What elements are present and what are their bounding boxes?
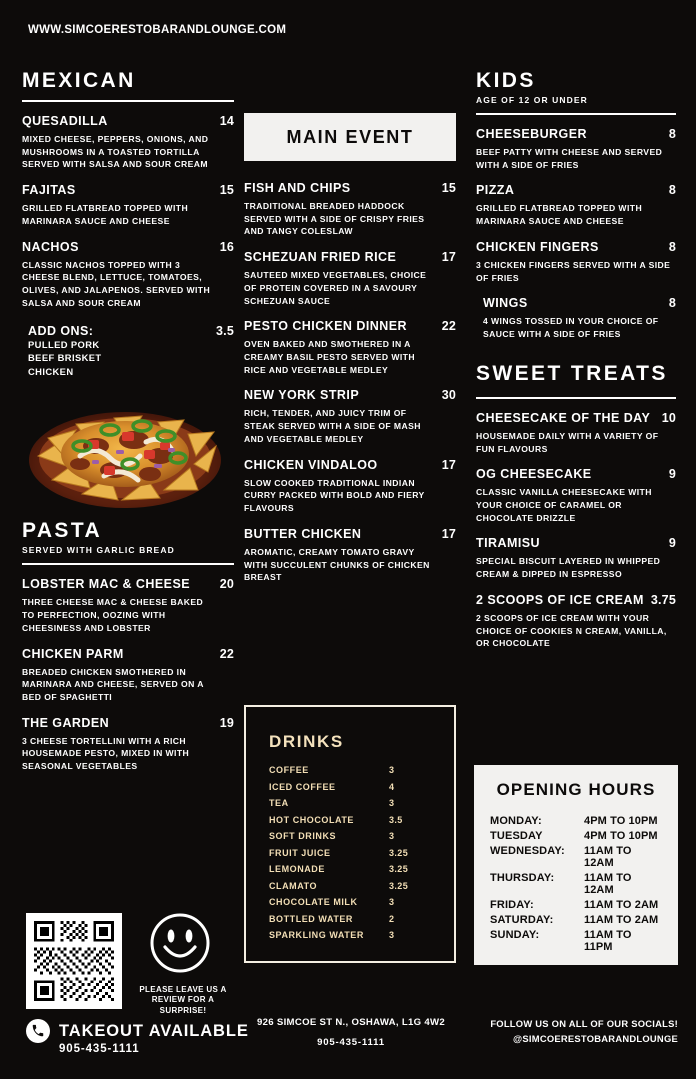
phone-icon — [26, 1019, 50, 1043]
hours-day: TUESDAY — [490, 829, 543, 842]
drink-price: 3 — [389, 930, 395, 940]
hours-row — [490, 872, 662, 896]
menu-item[interactable] — [244, 527, 456, 584]
item-price: 22 — [219, 646, 234, 661]
item-name: CHEESEBURGER — [476, 127, 587, 142]
drink-price: 3.25 — [389, 864, 409, 874]
addons-label: ADD ONS: — [28, 323, 94, 338]
opening-hours-box — [474, 765, 678, 965]
item-name: WINGS — [483, 296, 528, 311]
item-description: AROMATIC, CREAMY TOMATO GRAVY WITH SUCCULENT CHUNKS OF CHICKEN BREAST — [244, 546, 430, 583]
item-price: 30 — [441, 388, 456, 403]
takeout-available-label: TAKEOUT AVAILABLE — [59, 1021, 249, 1040]
drink-price: 3.25 — [389, 847, 409, 858]
address-line: 926 SIMCOE ST N., OSHAWA, L1G 4W2 — [257, 1017, 445, 1028]
item-price: 17 — [441, 526, 456, 541]
drinks-title: DRINKS — [269, 732, 344, 751]
item-price: 14 — [219, 114, 234, 129]
takeout-row — [26, 1019, 249, 1043]
item-description: GRILLED FLATBREAD TOPPED WITH MARINARA SAUCE AND CHEESE — [22, 203, 189, 226]
hours-time: 4PM TO 10PM — [584, 814, 658, 827]
drink-price: 2 — [389, 913, 395, 924]
item-price: 9 — [668, 536, 676, 551]
drink-name: LEMONADE — [269, 864, 325, 874]
drink-name: CHOCOLATE MILK — [269, 897, 358, 907]
hours-row — [490, 830, 662, 842]
opening-hours-title: OPENING HOURS — [496, 780, 656, 799]
drink-price: 3 — [389, 765, 395, 775]
section-mexican — [22, 70, 234, 378]
menu-item[interactable] — [22, 716, 234, 773]
item-name: FISH AND CHIPS — [244, 181, 351, 195]
addons-block — [22, 324, 234, 379]
item-description: RICH, TENDER, AND JUICY TRIM OF STEAK SERVED WITH A SIDE OF MASH AND VEGETABLE MEDLEY — [244, 408, 421, 444]
item-name: THE GARDEN — [22, 715, 110, 730]
item-price: 8 — [668, 183, 676, 198]
item-price: 9 — [668, 467, 676, 482]
item-description: SAUTEED MIXED VEGETABLES, CHOICE OF PROTEIN COVERED IN A SAVOURY SCHEZUAN SAUCE — [244, 270, 427, 306]
hours-row — [490, 929, 662, 953]
hours-time: 11AM TO 2AM — [584, 898, 659, 911]
address-phone[interactable]: 905-435-1111 — [317, 1037, 385, 1048]
item-price: 20 — [219, 577, 234, 592]
hours-time: 4PM TO 10PM — [584, 829, 658, 842]
divider-pasta — [22, 563, 234, 565]
drink-row[interactable] — [269, 765, 431, 775]
hours-row — [490, 899, 662, 911]
menu-item[interactable] — [476, 183, 676, 227]
middle-column — [244, 113, 456, 596]
hours-time: 11AM TO 12AM — [584, 844, 632, 869]
address-block — [238, 1017, 464, 1048]
main-event-title: MAIN EVENT — [286, 126, 414, 147]
item-name: TIRAMISU — [476, 536, 541, 551]
drink-row[interactable] — [269, 897, 431, 907]
item-name: CHICKEN FINGERS — [476, 239, 599, 254]
hours-row — [490, 914, 662, 926]
drink-name: FRUIT JUICE — [269, 847, 331, 858]
hours-day: THURSDAY: — [490, 871, 555, 884]
menu-item[interactable] — [476, 240, 676, 284]
item-name: BUTTER CHICKEN — [244, 526, 362, 541]
smiley-face-icon — [148, 911, 212, 980]
drinks-box — [244, 705, 456, 963]
drink-name: ICED COFFEE — [269, 781, 336, 792]
hours-row — [490, 845, 662, 869]
item-price: 17 — [441, 457, 456, 472]
section-title-kids: KIDS — [476, 69, 536, 92]
item-name: SCHEZUAN FRIED RICE — [244, 250, 397, 265]
section-title-pasta: PASTA — [22, 519, 103, 543]
menu-item[interactable] — [22, 240, 234, 310]
drink-price: 3.25 — [389, 880, 409, 891]
item-price: 15 — [441, 181, 456, 195]
item-name: QUESADILLA — [22, 114, 108, 129]
drink-row[interactable] — [269, 782, 431, 792]
menu-item[interactable] — [22, 577, 234, 634]
item-description: SPECIAL BISCUIT LAYERED IN WHIPPED CREAM & DIPPED IN ESPRESSO — [476, 556, 661, 580]
nachos-photo — [18, 384, 232, 512]
drink-name: HOT CHOCOLATE — [269, 814, 354, 825]
menu-item[interactable] — [244, 319, 456, 376]
section-kids — [476, 70, 676, 341]
drink-price: 3 — [389, 897, 395, 907]
item-description: 3 CHICKEN FINGERS SERVED WITH A SIDE OF FRIES — [476, 259, 671, 283]
left-column — [22, 70, 234, 785]
hours-day: SUNDAY: — [490, 928, 540, 941]
item-description: CLASSIC VANILLA CHEESECAKE WITH YOUR CHOICE OF CARAMEL OR CHOCOLATE DRIZZLE — [476, 487, 652, 523]
item-name: OG CHEESECAKE — [476, 467, 592, 482]
item-price: 8 — [668, 127, 676, 142]
item-description: OVEN BAKED AND SMOTHERED IN A CREAMY BASIL PESTO SERVED WITH RICE AND VEGETABLE MEDLEY — [244, 339, 415, 375]
section-sweet-treats — [476, 363, 676, 650]
hours-day: FRIDAY: — [490, 898, 534, 911]
drink-row[interactable] — [269, 914, 431, 924]
drink-price: 3.5 — [389, 814, 403, 825]
menu-item[interactable] — [476, 536, 676, 580]
item-description: 2 SCOOPS OF ICE CREAM WITH YOUR CHOICE OF COOKIES N CREAM, VANILLA, OR CHOCOLATE — [476, 612, 667, 649]
item-name: PESTO CHICKEN DINNER — [244, 319, 407, 334]
menu-item[interactable] — [244, 250, 456, 307]
divider-mexican — [22, 100, 234, 102]
social-prompt: FOLLOW US ON ALL OF OUR SOCIALS! — [490, 1018, 678, 1029]
item-price: 10 — [661, 410, 676, 425]
item-name: CHICKEN VINDALOO — [244, 457, 378, 472]
addons-price: 3.5 — [216, 323, 234, 338]
item-name: FAJITAS — [22, 183, 76, 198]
drink-row[interactable] — [269, 815, 431, 825]
hours-row — [490, 815, 662, 827]
drink-price: 3 — [389, 798, 395, 808]
section-pasta — [22, 520, 234, 773]
drink-price: 3 — [389, 831, 395, 841]
hours-day: SATURDAY: — [490, 913, 554, 926]
item-description: 4 WINGS TOSSED IN YOUR CHOICE OF SAUCE WITH A SIDE OF FRIES — [483, 316, 659, 340]
drink-name: TEA — [269, 798, 289, 808]
menu-item[interactable] — [476, 296, 676, 340]
review-prompt-text: PLEASE LEAVE US A REVIEW FOR A SURPRISE! — [139, 985, 227, 1015]
item-name: PIZZA — [476, 183, 515, 198]
hours-day: MONDAY: — [490, 814, 542, 827]
drink-name: SOFT DRINKS — [269, 831, 337, 841]
addon-option: BEEF BRISKET — [28, 352, 102, 364]
menu-item[interactable] — [476, 467, 676, 524]
item-price: 3.75 — [650, 592, 676, 607]
hours-time: 11AM TO 12AM — [584, 871, 632, 896]
drink-row[interactable] — [269, 930, 431, 940]
section-subtitle-kids: AGE OF 12 OR UNDER — [476, 95, 588, 106]
hours-time: 11AM TO 11PM — [584, 928, 632, 953]
hours-day: WEDNESDAY: — [490, 844, 565, 857]
divider-kids — [476, 113, 676, 115]
main-event-banner — [244, 113, 456, 161]
social-block — [466, 1017, 678, 1046]
item-name: CHICKEN PARM — [22, 646, 124, 661]
hours-time: 11AM TO 2AM — [584, 913, 659, 926]
addon-option: CHICKEN — [28, 365, 74, 377]
section-title-mexican: MEXICAN — [22, 69, 136, 92]
item-name: NEW YORK STRIP — [244, 388, 360, 403]
right-column — [476, 70, 676, 662]
item-description: MIXED CHEESE, PEPPERS, ONIONS, AND MUSHROOMS IN A TOASTED TORTILLA SERVED WITH SALSA AND SOUR CREAM — [22, 134, 209, 170]
drink-row[interactable] — [269, 848, 431, 858]
drink-row[interactable] — [269, 798, 431, 808]
section-title-sweet-treats: SWEET TREATS — [476, 361, 668, 385]
item-price: 22 — [441, 319, 456, 334]
item-description: BEEF PATTY WITH CHEESE AND SERVED WITH A SIDE OF FRIES — [476, 147, 663, 170]
drink-row[interactable] — [269, 864, 431, 874]
item-name: 2 SCOOPS OF ICE CREAM — [476, 592, 644, 607]
section-subtitle-pasta: SERVED WITH GARLIC BREAD — [22, 545, 175, 556]
menu-item[interactable] — [476, 127, 676, 171]
menu-item[interactable] — [244, 181, 456, 238]
item-price: 8 — [668, 239, 676, 254]
menu-item[interactable] — [476, 411, 676, 455]
item-description: 3 CHEESE TORTELLINI WITH A RICH HOUSEMADE PESTO, MIXED IN WITH SEASONAL VEGETABLES — [22, 735, 190, 772]
drink-name: SPARKLING WATER — [269, 930, 364, 940]
menu-item[interactable] — [22, 183, 234, 227]
menu-item[interactable] — [22, 647, 234, 704]
item-name: CHEESECAKE OF THE DAY — [476, 410, 651, 425]
social-handle[interactable]: @SIMCOERESTOBARANDLOUNGE — [513, 1032, 678, 1044]
item-description: SLOW COOKED TRADITIONAL INDIAN CURRY PACKED WITH BOLD AND FIERY FLAVOURS — [244, 477, 425, 514]
item-description: HOUSEMADE DAILY WITH A VARIETY OF FUN FLAVOURS — [476, 430, 659, 454]
item-description: GRILLED FLATBREAD TOPPED WITH MARINARA SAUCE AND CHEESE — [476, 203, 643, 227]
item-description: BREADED CHICKEN SMOTHERED IN MARINARA AND CHEESE, SERVED ON A BED OF SPAGHETTI — [22, 666, 204, 703]
takeout-phone-number[interactable]: 905-435-1111 — [59, 1043, 140, 1055]
drink-name: CLAMATO — [269, 880, 318, 891]
item-description: TRADITIONAL BREADED HADDOCK SERVED WITH A SIDE OF CRISPY FRIES AND TANGY COLESLAW — [244, 201, 425, 237]
menu-item[interactable] — [244, 458, 456, 515]
menu-item[interactable] — [244, 388, 456, 445]
item-name: LOBSTER MAC & CHEESE — [22, 577, 191, 592]
divider-sweet-treats — [476, 397, 676, 399]
website-url: WWW.SIMCOERESTOBARANDLOUNGE.COM — [28, 24, 287, 36]
addon-option: PULLED PORK — [28, 338, 100, 350]
drinks-inner-frame — [252, 713, 448, 955]
qr-code[interactable] — [26, 913, 122, 1009]
item-description: CLASSIC NACHOS TOPPED WITH 3 CHEESE BLEND, LETTUCE, TOMATOES, OLIVES, AND JALAPENOS. SERVED WITH SALSA AND SOUR CREAM — [22, 259, 211, 308]
drink-row[interactable] — [269, 881, 431, 891]
item-name: NACHOS — [22, 239, 79, 254]
item-price: 17 — [441, 250, 456, 265]
item-price: 19 — [219, 715, 234, 730]
item-price: 16 — [219, 239, 234, 254]
menu-item[interactable] — [476, 593, 676, 650]
drink-name: COFFEE — [269, 765, 309, 775]
item-price: 8 — [668, 296, 676, 311]
item-price: 15 — [219, 183, 234, 198]
drink-row[interactable] — [269, 831, 431, 841]
drink-price: 4 — [389, 781, 395, 792]
menu-item[interactable] — [22, 114, 234, 171]
drink-name: BOTTLED WATER — [269, 913, 353, 924]
item-description: THREE CHEESE MAC & CHEESE BAKED TO PERFECTION, OOZING WITH CHEESINESS AND LOBSTER — [22, 597, 204, 633]
